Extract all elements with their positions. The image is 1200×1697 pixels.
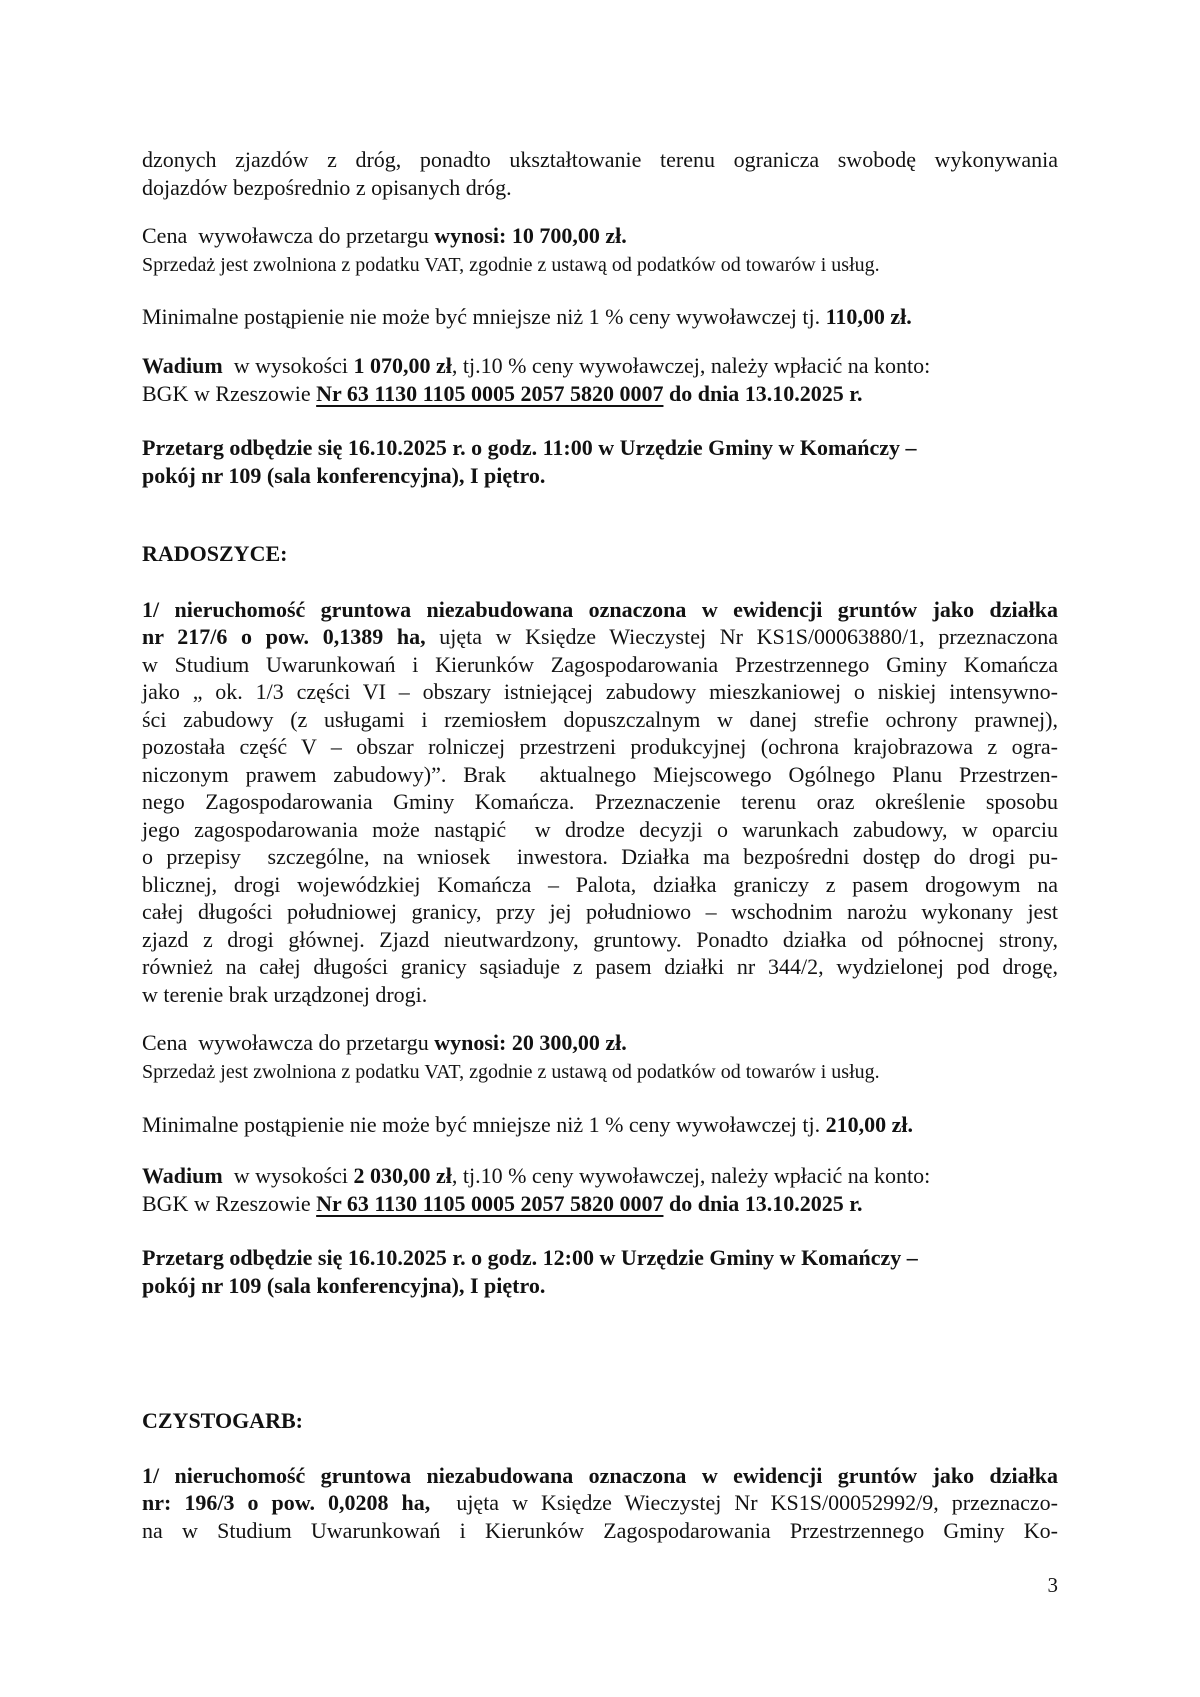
text-line [142,816,1058,844]
text-line [142,871,1058,899]
text-line [142,1407,1058,1435]
property-description-czystogarb [142,1462,1058,1545]
text-run: 1/ nieruchomość gruntowa niezabudowana oznaczona w ewidencji gruntów jako działka [142,1462,1058,1488]
text-run: nego Zagospodarowania Gminy Komańcza. Przeznaczenie terenu oraz określenie sposobu [142,789,1058,814]
text-line [142,1111,1058,1139]
text-run: jako „ ok. 1/3 części VI – obszary istniejącej zabudowy mieszkaniowej o niskiej intensywno- [142,679,1058,704]
text-line [142,761,1058,789]
minimum-bid-1 [142,303,1058,331]
text-run: całej długości południowej granicy, przy jej południowo – wschodnim narożu wykonany jest [142,899,1058,924]
text-line [142,380,1058,408]
text-line [142,1462,1058,1490]
text-run: ujęta w Księdze Wieczystej Nr KS1S/00052992/9, przeznaczo- [430,1490,1058,1515]
text-line [142,352,1058,380]
text-run: do dnia 13.10.2025 r. [663,380,863,406]
text-run: dojazdów bezpośrednio z opisanych dróg. [142,174,512,200]
auction-date-1 [142,434,1058,489]
text-line [142,1190,1058,1218]
text-run: na w Studium Uwarunkowań i Kierunków Zagospodarowania Przestrzennego Gminy Ko- [142,1517,1058,1543]
text-line [142,898,1058,926]
text-run: 110,00 zł. [825,303,912,329]
text-run: ujęta w Księdze Wieczystej Nr KS1S/00063880/1, przeznaczona [425,624,1058,649]
document-body [142,146,1058,1544]
starting-price-1 [142,222,1058,250]
text-run: w terenie brak urządzonej drogi. [142,981,428,1007]
text-line [142,1272,1058,1300]
heading-radoszyce [142,540,1058,568]
text-line [142,623,1058,651]
text-line [142,1489,1058,1517]
text-line [142,540,1058,568]
text-run: CZYSTOGARB: [142,1408,303,1433]
vat-note-2 [142,1060,1058,1085]
text-run: BGK w Rzeszowie [142,380,317,406]
text-line [142,174,1058,202]
text-line [142,146,1058,174]
text-line [142,981,1058,1009]
starting-price-2 [142,1029,1058,1057]
text-line [142,434,1058,462]
text-line [142,926,1058,954]
text-line [142,733,1058,761]
text-line [142,596,1058,624]
text-run: w Studium Uwarunkowań i Kierunków Zagospodarowania Przestrzennego Gminy Komańcza [142,651,1058,677]
text-run: jego zagospodarowania może nastąpić w drodze decyzji o warunkach zabudowy, w oparciu [142,816,1058,842]
paragraph-continuation [142,146,1058,201]
text-line [142,953,1058,981]
text-run: w wysokości [222,353,354,378]
text-run: blicznej, drogi wojewódzkiej Komańcza – Palota, działka graniczy z pasem drogowym na [142,871,1058,897]
text-run: RADOSZYCE: [142,541,288,566]
page-number: 3 [1047,1573,1058,1597]
heading-czystogarb [142,1407,1058,1435]
text-run: nr 217/6 o pow. 0,1389 ha, [142,624,426,649]
text-run: Przetarg odbędzie się 16.10.2025 r. o godz. 11:00 w Urzędzie Gminy w Komańczy – [142,435,917,460]
minimum-bid-2 [142,1111,1058,1139]
auction-date-2 [142,1244,1058,1299]
text-run: niczonym prawem zabudowy)”. Brak aktualnego Miejscowego Ogólnego Planu Przestrzen- [142,761,1058,787]
text-line [142,253,1058,278]
text-run: ści zabudowy (z usługami i rzemiosłem dopuszczalnym w danej strefie ochrony prawnej), [142,706,1058,732]
text-line [142,303,1058,331]
text-run: Nr 63 1130 1105 0005 2057 5820 0007 [316,380,664,406]
text-run: Minimalne postąpienie nie może być mniejsze niż 1 % ceny wywoławczej tj. [142,303,826,329]
text-run: 2 030,00 zł [353,1163,452,1188]
text-run: o przepisy szczególne, na wniosek inwestora. Działka ma bezpośredni dostęp do drogi pu- [142,844,1058,869]
text-run: pozostała część V – obszar rolniczej przestrzeni produkcyjnej (ochrona krajobrazowa z ogra- [142,734,1058,759]
text-run: w wysokości [222,1163,354,1188]
text-line [142,678,1058,706]
text-run: nr: 196/3 o pow. 0,0208 ha, [142,1490,431,1515]
deposit-info-2 [142,1162,1058,1217]
vat-note-1 [142,253,1058,278]
text-run: 1/ nieruchomość gruntowa niezabudowana oznaczona w ewidencji gruntów jako działka [142,596,1058,622]
text-run: Wadium [142,1163,223,1188]
text-run: BGK w Rzeszowie [142,1190,317,1216]
text-run: pokój nr 109 (sala konferencyjna), I piętro. [142,1272,546,1298]
text-run: Cena wywoławcza do przetargu [142,223,435,248]
text-run: wynosi: 10 700,00 zł. [434,223,627,248]
property-description-radoszyce [142,596,1058,1009]
text-line [142,1517,1058,1545]
text-run: Sprzedaż jest zwolniona z podatku VAT, zgodnie z ustawą od podatków od towarów i usług. [142,253,880,276]
text-run: dzonych zjazdów z dróg, ponadto ukształtowanie terenu ogranicza swobodę wykonywania [142,147,1058,172]
text-line [142,222,1058,250]
deposit-info-1 [142,352,1058,407]
text-run: Minimalne postąpienie nie może być mniejsze niż 1 % ceny wywoławczej tj. [142,1111,826,1137]
text-line [142,1029,1058,1057]
text-run: Wadium [142,353,223,378]
text-line [142,843,1058,871]
text-run: również na całej długości granicy sąsiaduje z pasem działki nr 344/2, wydzielonej pod drogę, [142,954,1058,979]
text-run: wynosi: 20 300,00 zł. [434,1030,627,1055]
text-run: 1 070,00 zł [353,353,452,378]
text-run: Sprzedaż jest zwolniona z podatku VAT, zgodnie z ustawą od podatków od towarów i usług. [142,1060,880,1083]
text-line [142,1244,1058,1272]
text-run: do dnia 13.10.2025 r. [663,1190,863,1216]
text-line [142,1060,1058,1085]
text-line [142,651,1058,679]
text-line [142,706,1058,734]
text-run: , tj.10 % ceny wywoławczej, należy wpłacić na konto: [451,353,931,378]
text-run: , tj.10 % ceny wywoławczej, należy wpłacić na konto: [451,1163,931,1188]
text-run: zjazd z drogi głównej. Zjazd nieutwardzony, gruntowy. Ponadto działka od północnej strony, [142,926,1058,952]
text-run: Przetarg odbędzie się 16.10.2025 r. o godz. 12:00 w Urzędzie Gminy w Komańczy – [142,1245,918,1270]
text-run: pokój nr 109 (sala konferencyjna), I piętro. [142,462,546,488]
text-line [142,462,1058,490]
text-line [142,1162,1058,1190]
text-run: Nr 63 1130 1105 0005 2057 5820 0007 [316,1190,664,1216]
text-run: Cena wywoławcza do przetargu [142,1030,435,1055]
text-line [142,788,1058,816]
text-run: 210,00 zł. [825,1111,914,1137]
